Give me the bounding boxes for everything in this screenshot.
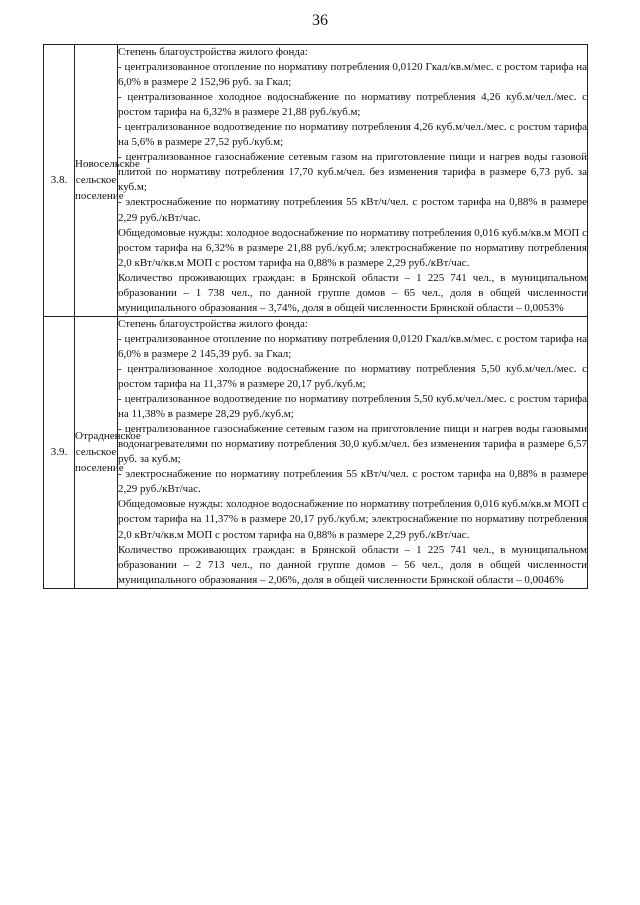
settlement-name-line: Новосельское xyxy=(75,158,140,171)
settlement-name xyxy=(75,45,140,317)
heating-item: - централизованное отопление по нормативу потребления 0,0120 Гкал/кв.м/мес. с ростом тарифа на 6,0% в размере 2 145,39 руб. за Гкал; xyxy=(118,332,587,360)
electricity-item: - электроснабжение по нормативу потребления 55 кВт/ч/чел. с ростом тарифа на 0,88% в размере 2,29 руб./кВт/час. xyxy=(118,468,587,496)
cold-water-item: - централизованное холодное водоснабжение по нормативу потребления 5,50 куб.м/чел./мес. с ростом тарифа на 11,37% в размере 20,17 руб./куб.м; xyxy=(118,362,587,391)
row-description xyxy=(118,45,588,317)
drainage-item: - централизованное водоотведение по нормативу потребления 5,50 куб.м/чел./мес. с ростом тарифа на 11,38% в размере 28,29 руб./куб.м; xyxy=(118,393,587,421)
row-number: 3.9. xyxy=(44,316,75,588)
description-heading: Степень благоустройства жилого фонда: xyxy=(118,46,308,58)
settlement-name-line: поселение xyxy=(75,190,124,203)
settlement-name-line: сельское xyxy=(75,446,117,459)
row-number: 3.8. xyxy=(44,45,75,317)
common-needs-paragraph: Общедомовые нужды: холодное водоснабжение по нормативу потребления 0,016 куб.м/кв.м МОП с ростом тарифа на 6,32% в размере 21,88 руб./куб.м; электроснабжение по нормативу потребления 2,0 кВт/ч/кв.м МОП с ростом тарифа на 0,88% в размере 2,29 руб./кВт/час. xyxy=(118,226,587,269)
gas-item: - централизованное газоснабжение сетевым газом на приготовление пищи и нагрев воды газовой плитой по нормативу потребления 17,70 куб.м/чел. без изменения тарифа в размере 6,73 руб. за куб.м; xyxy=(118,151,587,194)
page-number: 36 xyxy=(312,12,328,29)
cold-water-item: - централизованное холодное водоснабжение по нормативу потребления 4,26 куб.м/чел./мес. с ростом тарифа на 6,32% в размере 21,88 руб./куб.м; xyxy=(118,91,587,119)
residents-paragraph: Количество проживающих граждан: в Брянской области – 1 225 741 чел., в муниципальном образовании – 1 738 чел., по данной группе домов – 65 чел., доля в общей численности муниципального образования – 3,74%, доля в общей численности Брянской области – 0,0053% xyxy=(118,271,587,314)
tariff-table xyxy=(43,44,588,589)
heating-item: - централизованное отопление по нормативу потребления 0,0120 Гкал/кв.м/мес. с ростом тарифа на 6,0% в размере 2 152,96 руб. за Гкал; xyxy=(118,61,587,89)
table-row xyxy=(44,45,588,317)
settlement-name-line: Отрадненское xyxy=(75,430,141,443)
electricity-item: - электроснабжение по нормативу потребления 55 кВт/ч/чел. с ростом тарифа на 0,88% в размере 2,29 руб./кВт/час. xyxy=(118,196,587,224)
settlement-name-line: сельское xyxy=(75,174,117,187)
table-row xyxy=(44,316,588,588)
description-heading: Степень благоустройства жилого фонда: xyxy=(118,317,308,330)
common-needs-paragraph: Общедомовые нужды: холодное водоснабжение по нормативу потребления 0,016 куб.м/кв.м МОП с ростом тарифа на 11,37% в размере 20,17 руб./куб.м; электроснабжение по нормативу потребления 2,0 кВт/ч/кв.м МОП с ростом тарифа на 0,88% в размере 2,29 руб./кВт/час. xyxy=(118,498,587,541)
gas-item: - централизованное газоснабжение сетевым газом на приготовление пищи и нагрев воды газовыми водонагревателями по нормативу потребления 30,0 куб.м/чел. без изменения тарифа в размере 6,57 руб. за куб.м; xyxy=(118,423,587,466)
settlement-name-line: поселение xyxy=(75,462,124,475)
row-description xyxy=(118,316,588,588)
drainage-item: - централизованное водоотведение по нормативу потребления 4,26 куб.м/чел./мес. с ростом тарифа на 5,6% в размере 27,52 руб./куб.м; xyxy=(118,121,587,149)
residents-paragraph: Количество проживающих граждан: в Брянской области – 1 225 741 чел., в муниципальном образовании – 2 713 чел., по данной группе домов – 56 чел., доля в общей численности муниципального образования – 2,06%, доля в общей численности Брянской области – 0,0046% xyxy=(118,543,587,586)
settlement-name xyxy=(75,316,141,588)
